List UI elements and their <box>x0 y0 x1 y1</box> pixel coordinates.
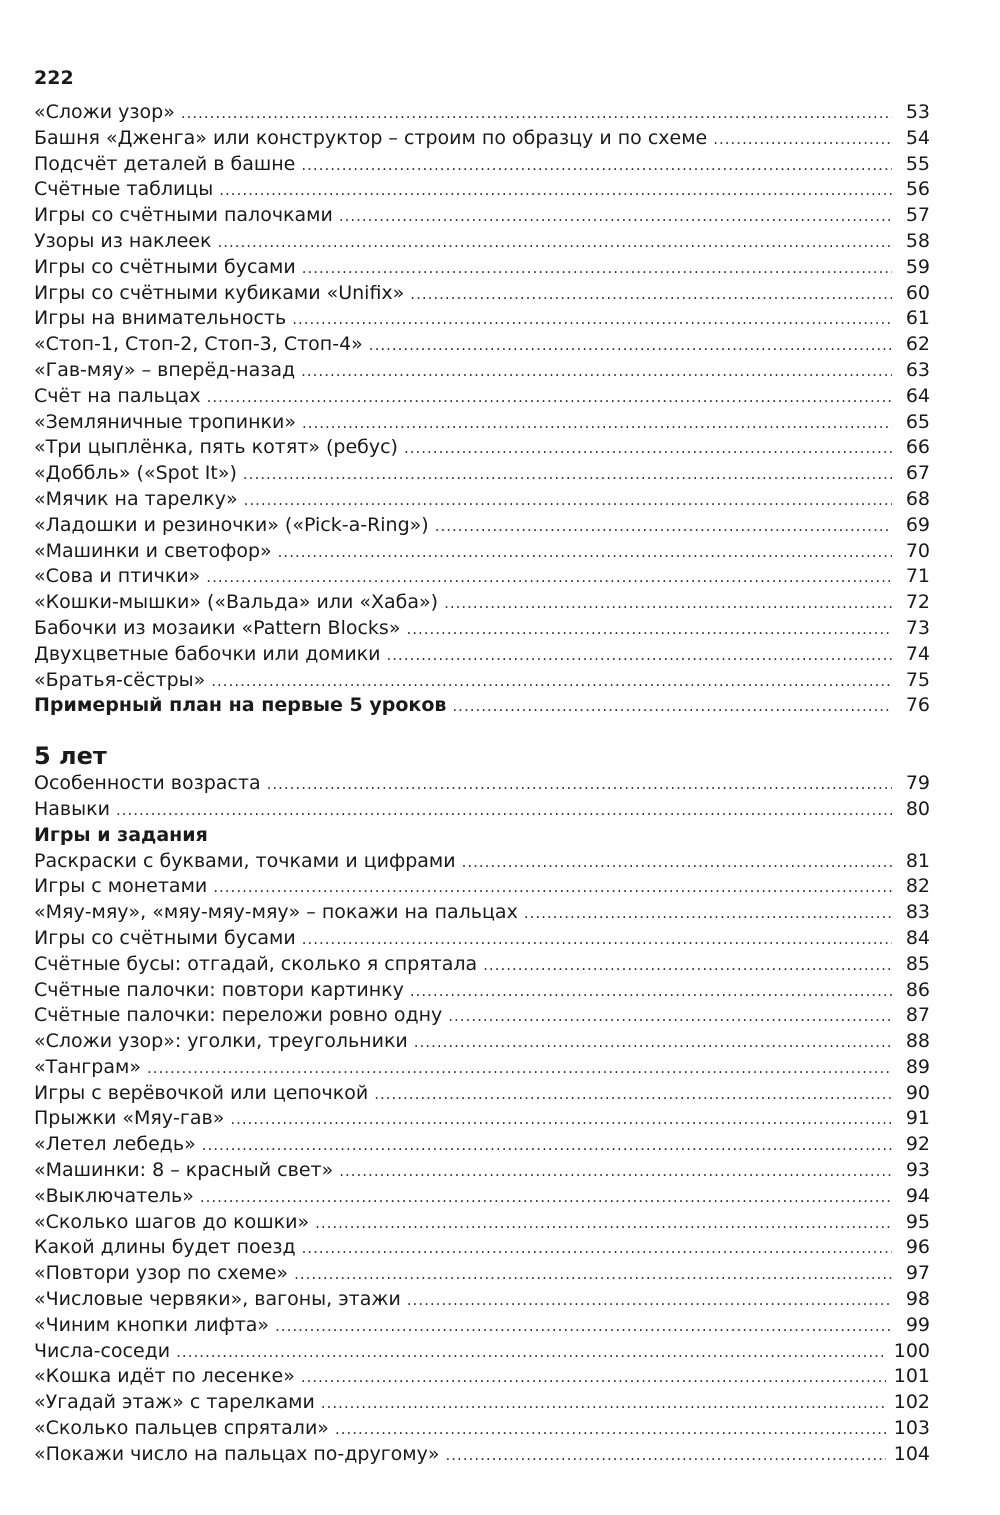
leader-dots <box>292 307 892 333</box>
toc-page-ref: 96 <box>905 1236 930 1259</box>
toc-page-ref: 92 <box>905 1133 930 1156</box>
toc-row <box>34 435 930 461</box>
toc-row <box>34 978 930 1004</box>
toc-title: «Кошки-мышки» («Вальда» или «Хаба») <box>34 591 439 614</box>
toc-page-ref: 94 <box>905 1184 930 1207</box>
leader-dots <box>243 462 892 488</box>
leader-dots <box>219 178 892 204</box>
toc-list-games <box>34 849 930 1468</box>
toc-row <box>34 1364 930 1390</box>
toc-row <box>34 513 930 539</box>
toc-title: «Стоп-1, Стоп-2, Стоп-3, Стоп-4» <box>34 333 363 356</box>
toc-title: «Сова и птички» <box>34 565 201 588</box>
toc-title: Примерный план на первые 5 уроков <box>34 694 447 717</box>
leader-dots <box>407 1288 892 1314</box>
toc-page-ref: 81 <box>905 849 930 872</box>
toc-page-ref: 98 <box>905 1288 930 1311</box>
toc-row <box>34 1416 930 1442</box>
leader-dots <box>147 1056 892 1082</box>
leader-dots <box>302 411 892 437</box>
toc-page-ref: 60 <box>905 281 930 304</box>
toc-title: Счётные палочки: повтори картинку <box>34 978 404 1001</box>
toc-row <box>34 1132 930 1158</box>
toc-list-first <box>34 100 930 693</box>
toc-row <box>34 926 930 952</box>
toc-title: Двухцветные бабочки или домики <box>34 642 381 665</box>
toc-page-ref: 72 <box>905 591 930 614</box>
leader-dots <box>444 591 892 617</box>
toc-page-ref: 57 <box>905 204 930 227</box>
toc-title: «Сколько пальцев спрятали» <box>34 1417 329 1440</box>
toc-row <box>34 1106 930 1132</box>
leader-dots <box>278 540 892 566</box>
toc-row <box>34 668 930 694</box>
toc-title: Игры с верёвочкой или цепочкой <box>34 1081 369 1104</box>
toc-page-ref: 59 <box>905 255 930 278</box>
toc-page-ref: 74 <box>905 642 930 665</box>
toc-title: Счёт на пальцах <box>34 384 201 407</box>
toc-title: «Сложи узор»: уголки, треугольники <box>34 1030 408 1053</box>
section-heading: 5 лет <box>34 742 107 771</box>
toc-row <box>34 849 930 875</box>
toc-row <box>34 1184 930 1210</box>
leader-dots <box>448 1004 892 1030</box>
leader-dots <box>301 359 892 385</box>
toc-title: «Братья-сёстры» <box>34 668 206 691</box>
toc-title: «Три цыплёнка, пять котят» (ребус) <box>34 436 398 459</box>
toc-row <box>34 152 930 178</box>
toc-title: «Ладошки и резиночки» («Pick-a-Ring») <box>34 513 429 536</box>
toc-title: Игры на внимательность <box>34 307 287 330</box>
toc-page-ref: 84 <box>905 926 930 949</box>
toc-title: Игры со счётными бусами <box>34 255 296 278</box>
leader-dots <box>207 385 892 411</box>
toc-row <box>34 100 930 126</box>
toc-page-ref: 71 <box>905 565 930 588</box>
toc-page-ref: 95 <box>905 1210 930 1233</box>
leader-dots <box>213 875 892 901</box>
leader-dots <box>335 1417 886 1443</box>
toc-row <box>34 358 930 384</box>
toc-page-ref: 55 <box>905 152 930 175</box>
toc-title: «Покажи число на пальцах по-другому» <box>34 1442 440 1465</box>
toc-title: «Числовые червяки», вагоны, этажи <box>34 1288 401 1311</box>
toc-title: Прыжки «Мяу-гав» <box>34 1107 225 1130</box>
leader-dots <box>244 488 892 514</box>
leader-dots <box>211 669 892 695</box>
toc-title: «Летел лебедь» <box>34 1133 196 1156</box>
page-number: 222 <box>34 67 74 89</box>
toc-title: «Доббль» («Spot It») <box>34 462 237 485</box>
toc-title: Счётные палочки: переложи ровно одну <box>34 1004 443 1027</box>
toc-title: «Кошка идёт по лесенке» <box>34 1365 295 1388</box>
toc-page-ref: 66 <box>905 436 930 459</box>
toc-row <box>34 797 930 823</box>
toc-row <box>34 590 930 616</box>
toc-page-ref: 70 <box>905 539 930 562</box>
leader-dots <box>275 1314 892 1340</box>
leader-dots <box>374 1082 892 1108</box>
toc-title: Подсчёт деталей в башне <box>34 152 296 175</box>
toc-row <box>34 281 930 307</box>
toc-page <box>34 60 930 1468</box>
leader-dots <box>294 1262 892 1288</box>
toc-row <box>34 1287 930 1313</box>
toc-title: Раскраски с буквами, точками и цифрами <box>34 849 456 872</box>
toc-title: «Гав-мяу» – вперёд-назад <box>34 358 296 381</box>
toc-page-ref: 79 <box>905 772 930 795</box>
leader-dots <box>446 1443 886 1469</box>
toc-row <box>34 900 930 926</box>
leader-dots <box>435 514 892 540</box>
leader-dots <box>116 798 892 824</box>
toc-row <box>34 487 930 513</box>
toc-row <box>34 384 930 410</box>
toc-page-ref: 67 <box>905 462 930 485</box>
leader-dots <box>369 333 892 359</box>
toc-page-ref: 63 <box>905 358 930 381</box>
leader-dots <box>181 101 892 127</box>
leader-dots <box>524 901 892 927</box>
toc-row-plan <box>34 693 930 719</box>
toc-title: «Танграм» <box>34 1055 141 1078</box>
toc-title: Башня «Дженга» или конструктор – строим по образцу и по схеме <box>34 126 708 149</box>
toc-row <box>34 874 930 900</box>
toc-page-ref: 103 <box>893 1417 930 1440</box>
toc-title: «Машинки и светофор» <box>34 539 272 562</box>
toc-row <box>34 306 930 332</box>
toc-row <box>34 1442 930 1468</box>
leader-dots <box>339 1159 892 1185</box>
leader-dots <box>339 204 892 230</box>
toc-title: «Угадай этаж» с тарелками <box>34 1391 315 1414</box>
toc-title: Игры со счётными бусами <box>34 926 296 949</box>
toc-title: Игры со счётными кубиками «Unifix» <box>34 281 405 304</box>
toc-page-ref: 62 <box>905 333 930 356</box>
toc-row <box>34 126 930 152</box>
toc-row <box>34 564 930 590</box>
toc-list-intro <box>34 771 930 823</box>
leader-dots <box>206 565 892 591</box>
toc-row <box>34 332 930 358</box>
toc-page-ref: 80 <box>905 797 930 820</box>
toc-page-ref: 73 <box>905 616 930 639</box>
toc-page-ref: 86 <box>905 978 930 1001</box>
toc-row <box>34 410 930 436</box>
leader-dots <box>302 927 892 953</box>
toc-page-ref: 101 <box>893 1365 930 1388</box>
toc-page-ref: 61 <box>905 307 930 330</box>
toc-page-ref: 90 <box>905 1081 930 1104</box>
leader-dots <box>321 1391 886 1417</box>
toc-title: Счётные таблицы <box>34 178 214 201</box>
leader-dots <box>301 153 892 179</box>
leader-dots <box>410 282 892 308</box>
toc-title: Особенности возраста <box>34 772 261 795</box>
toc-page-ref: 65 <box>905 410 930 433</box>
toc-title: «Машинки: 8 – красный свет» <box>34 1159 334 1182</box>
toc-title: «Сложи узор» <box>34 101 175 123</box>
leader-dots <box>452 694 892 720</box>
toc-title: «Земляничные тропинки» <box>34 410 296 433</box>
toc-row <box>34 1081 930 1107</box>
toc-title: Узоры из наклеек <box>34 229 212 252</box>
toc-title: «Выключатель» <box>34 1184 194 1207</box>
leader-dots <box>230 1107 892 1133</box>
toc-page-ref: 54 <box>905 126 930 149</box>
toc-row <box>34 539 930 565</box>
toc-page-ref: 69 <box>905 513 930 536</box>
toc-row <box>34 616 930 642</box>
toc-page-ref: 83 <box>905 901 930 924</box>
leader-dots <box>301 1365 886 1391</box>
leader-dots <box>315 1211 892 1237</box>
leader-dots <box>302 1236 892 1262</box>
toc-title: «Мячик на тарелку» <box>34 487 238 510</box>
toc-page-ref: 68 <box>905 487 930 510</box>
toc-row <box>34 1313 930 1339</box>
leader-dots <box>387 643 892 669</box>
toc-row <box>34 255 930 281</box>
toc-row <box>34 203 930 229</box>
toc-page-ref: 58 <box>905 229 930 252</box>
toc-row <box>34 771 930 797</box>
toc-row <box>34 1055 930 1081</box>
toc-row <box>34 1235 930 1261</box>
leader-dots <box>404 436 892 462</box>
toc-title: «Чиним кнопки лифта» <box>34 1313 270 1336</box>
toc-page-ref: 89 <box>905 1055 930 1078</box>
toc-title: Какой длины будет поезд <box>34 1236 296 1259</box>
toc-page-ref: 88 <box>905 1030 930 1053</box>
toc-title: Игры со счётными палочками <box>34 204 333 227</box>
toc-page-ref: 82 <box>905 875 930 898</box>
toc-row <box>34 461 930 487</box>
toc-row <box>34 1158 930 1184</box>
toc-page-ref: 56 <box>905 178 930 201</box>
toc-row <box>34 642 930 668</box>
toc-row <box>34 1390 930 1416</box>
toc-page-ref: 76 <box>905 694 930 717</box>
leader-dots <box>302 256 892 282</box>
leader-dots <box>483 953 892 979</box>
leader-dots <box>406 617 892 643</box>
toc-title: «Мяу-мяу», «мяу-мяу-мяу» – покажи на пальцах <box>34 901 518 924</box>
toc-title: Числа-соседи <box>34 1339 171 1362</box>
toc-page-ref: 64 <box>905 384 930 407</box>
toc-page-ref: 53 <box>905 101 930 123</box>
toc-page-ref: 104 <box>893 1442 930 1465</box>
toc-page-ref: 97 <box>905 1262 930 1285</box>
toc-row <box>34 1210 930 1236</box>
leader-dots <box>267 772 892 798</box>
toc-row <box>34 1003 930 1029</box>
toc-title: Бабочки из мозаики «Pattern Blocks» <box>34 616 401 639</box>
leader-dots <box>462 850 892 876</box>
toc-row <box>34 1339 930 1365</box>
toc-row <box>34 177 930 203</box>
leader-dots <box>200 1185 892 1211</box>
leader-dots <box>217 230 892 256</box>
toc-title: «Повтори узор по схеме» <box>34 1262 289 1285</box>
leader-dots <box>713 127 892 153</box>
leader-dots <box>202 1133 892 1159</box>
toc-row <box>34 1029 930 1055</box>
toc-title: Навыки <box>34 797 110 820</box>
toc-page-ref: 99 <box>905 1313 930 1336</box>
toc-page-ref: 85 <box>905 952 930 975</box>
toc-title: Счётные бусы: отгадай, сколько я спрятала <box>34 952 478 975</box>
toc-page-ref: 75 <box>905 668 930 691</box>
toc-row <box>34 952 930 978</box>
toc-page-ref: 87 <box>905 1004 930 1027</box>
toc-title: «Сколько шагов до кошки» <box>34 1210 310 1233</box>
leader-dots <box>410 979 892 1005</box>
subsection-heading: Игры и задания <box>34 823 208 846</box>
toc-page-ref: 102 <box>893 1391 930 1414</box>
toc-row <box>34 229 930 255</box>
toc-row <box>34 1261 930 1287</box>
leader-dots <box>414 1030 892 1056</box>
toc-page-ref: 93 <box>905 1159 930 1182</box>
leader-dots <box>176 1340 886 1366</box>
toc-title: Игры с монетами <box>34 875 208 898</box>
toc-page-ref: 100 <box>893 1339 930 1362</box>
toc-page-ref: 91 <box>905 1107 930 1130</box>
